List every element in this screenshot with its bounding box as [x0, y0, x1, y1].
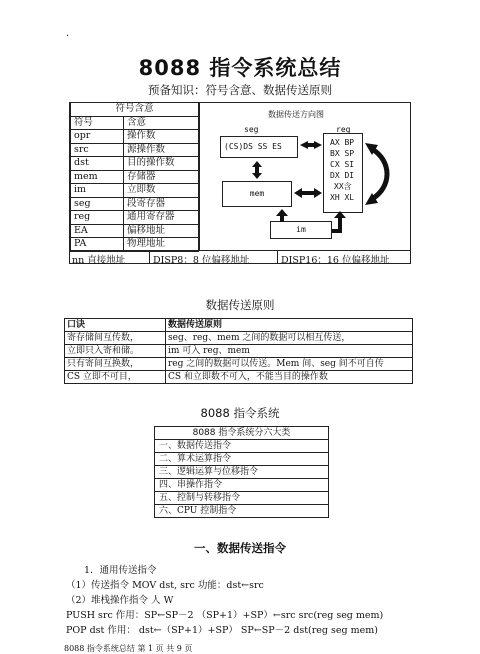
list-item: 四、串操作指令 — [155, 479, 329, 492]
reg-reg-curved-arrow-icon — [365, 143, 387, 205]
stack-instruction-line: （2）堆栈操作指令 人 W — [66, 595, 174, 606]
seg-label: seg — [244, 125, 259, 134]
symbol-table-header: 符号含意 — [71, 103, 199, 117]
reg-line: AX BP — [330, 138, 355, 147]
seg-mem-arrow-icon — [252, 161, 262, 179]
diagram-title: 数据传送方向图 — [268, 110, 324, 119]
page-dot: . — [66, 28, 70, 39]
table-row: 立即只入寄和储。 im 可入 reg、mem — [65, 345, 413, 358]
data-transfer-diagram — [200, 103, 410, 249]
legend-divider — [149, 251, 150, 264]
list-item: 一、数据传送指令 — [155, 440, 329, 453]
table-row: 只有寄间互换数， reg 之间的数据可以传送。Mem 间、seg 间不可自传 — [65, 358, 413, 371]
seg-reg-arrow-icon — [300, 141, 322, 149]
table-row: im 立即数 — [71, 184, 199, 198]
mem-reg-arrow-icon — [294, 188, 322, 198]
memory-box: mem — [222, 181, 292, 207]
list-item: 二、算术运算指令 — [155, 453, 329, 466]
table-row: mem 存储器 — [71, 170, 199, 184]
im-reg-arrow-icon — [332, 211, 346, 233]
address-legend-row — [69, 250, 411, 264]
instruction-category-table — [154, 426, 329, 518]
category-table-header: 8088 指令系统分六大类 — [155, 427, 329, 440]
mov-instruction-line: （1）传送指令 MOV dst, src 功能：dst←src — [66, 580, 264, 591]
table-row: EA 偏移地址 — [71, 224, 199, 238]
reg-label: reg — [336, 125, 351, 134]
page-footer: 8088 指令系统总结 第 1 页 共 9 页 — [64, 644, 193, 653]
diagram-arrows — [200, 103, 410, 249]
meaning-col-header: 含意 — [124, 116, 199, 130]
value-col-header: 数据传送原则 — [166, 319, 413, 332]
pop-instruction-line: POP dst 作用： dst←（SP+1）+SP） SP←SP－2 dst(reg seg mem) — [66, 625, 378, 636]
seg-register-box: (CS)DS SS ES — [220, 136, 298, 158]
table-row: PA 物理地址 — [71, 238, 199, 252]
reg-line: CX SI — [330, 160, 355, 169]
direct-address-label: nn 直接地址 — [72, 255, 126, 266]
disp8-label: DISP8：8 位偏移地址 — [153, 255, 250, 266]
table-row: opr 操作数 — [71, 130, 199, 144]
key-col-header: 口诀 — [65, 319, 166, 332]
section1-title: 一、数据传送指令 — [194, 541, 286, 555]
symbol-table — [70, 102, 199, 252]
reg-line: XX含 — [334, 182, 352, 191]
immediate-box: im — [270, 221, 332, 239]
table-row: seg 段寄存器 — [71, 197, 199, 211]
list-item: 六、CPU 控制指令 — [155, 505, 329, 518]
reg-line: DX DI — [330, 171, 355, 180]
page-subtitle: 预备知识：符号含意、数据传送原则 — [148, 83, 332, 97]
symbol-col-header: 符号 — [71, 116, 124, 130]
table-row: dst 目的操作数 — [71, 157, 199, 171]
table-row: CS 立即不可目， CS 和立即数不可入，不能当目的操作数 — [65, 371, 413, 384]
principles-title: 数据传送原则 — [205, 298, 275, 312]
table-row: src 源操作数 — [71, 143, 199, 157]
push-instruction-line: PUSH src 作用：SP←SP－2 （SP+1）+SP）←src src(reg seg mem) — [66, 610, 384, 621]
list-item: 三、逻辑运算与位移指令 — [155, 466, 329, 479]
reg-line: BX SP — [330, 149, 355, 158]
im-mem-arrow-icon — [276, 209, 288, 222]
page-title: 8088 指令系统总结 — [138, 56, 342, 80]
system-title: 8088 指令系统 — [200, 406, 280, 420]
list-item: 五、控制与转移指令 — [155, 492, 329, 505]
table-row: 寄存储间互传数， seg、reg、mem 之间的数据可以相互传送， — [65, 332, 413, 345]
disp16-label: DISP16：16 位偏移地址 — [281, 255, 390, 266]
reg-line: XH XL — [330, 193, 355, 202]
principles-table — [64, 318, 413, 384]
legend-divider — [277, 251, 278, 264]
table-row: reg 通用寄存器 — [71, 211, 199, 225]
section1-subtitle: 1．通用传送指令 — [84, 565, 157, 576]
